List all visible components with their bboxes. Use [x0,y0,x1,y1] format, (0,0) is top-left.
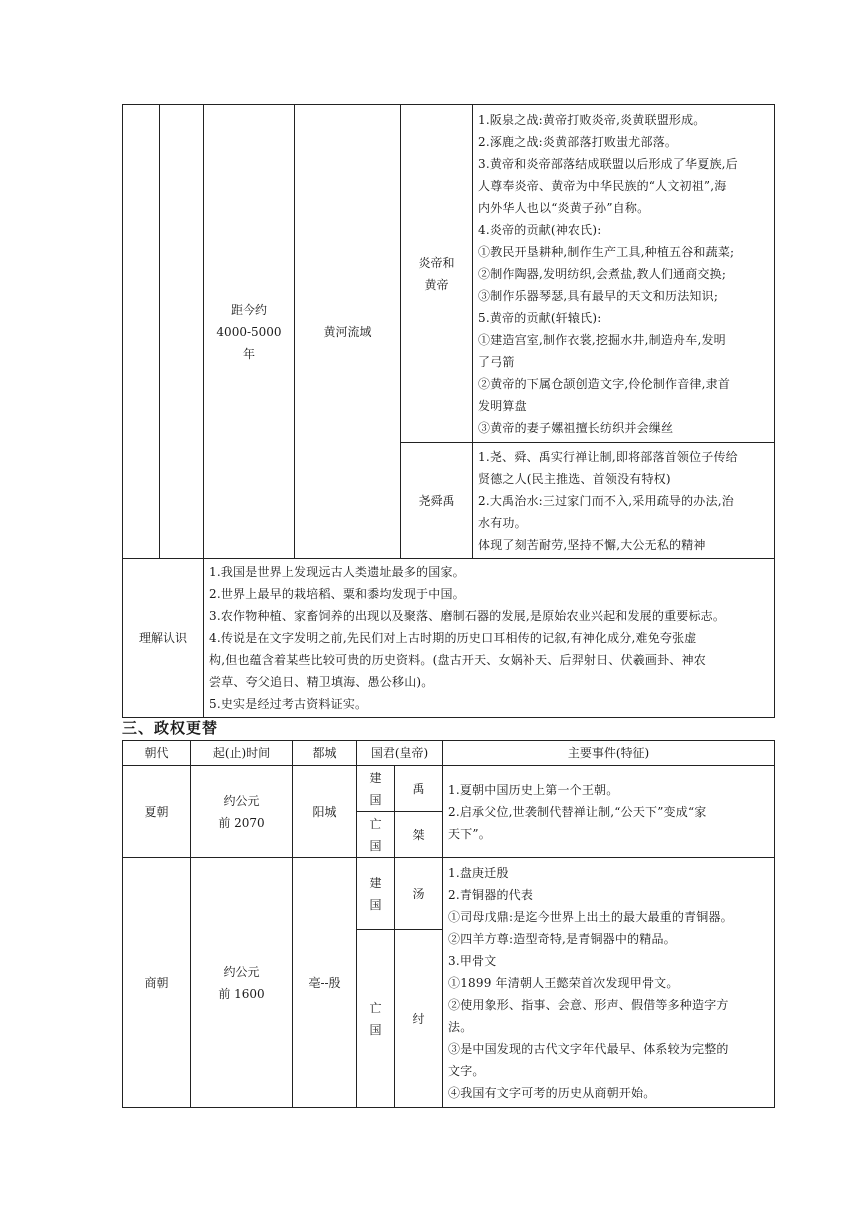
event-line: 2.青铜器的代表 [448,887,534,902]
detail-line: 人尊奉炎帝、黄帝为中华民族的“人文初祖”,海 [478,178,727,193]
detail-line: 5.黄帝的贡献(轩辕氏): [478,310,602,325]
figure-details [473,105,775,443]
understanding-table [122,558,775,718]
figure-cell: 炎帝和 黄帝 [401,105,473,443]
header-capital: 都城 [293,741,357,766]
understanding-line: 5.史实是经过考古资料证实。 [209,697,368,711]
header-events: 主要事件(特征) [443,741,775,766]
dynasty-name: 夏朝 [123,766,191,858]
detail-line: 水有功。 [478,515,527,530]
event-line: 3.甲骨文 [448,953,497,968]
dynasty-time: 约公元 前 1600 [191,858,293,1108]
detail-line: 4.炎帝的贡献(神农氏): [478,222,602,237]
ruler-status: 亡 国 [357,812,395,858]
understanding-line: 4.传说是在文字发明之前,先民们对上古时期的历史口耳相传的记叙,有神化成分,难免夸张虚 [209,631,697,645]
dynasty-time: 约公元 前 2070 [191,766,293,858]
dynasty-events [443,858,775,1108]
event-line: 文字。 [448,1063,485,1078]
ruler-name: 禹 [395,766,443,812]
understanding-line: 尝草、夸父追日、精卫填海、愚公移山)。 [209,675,434,689]
figure-details [473,443,775,559]
ruler-status: 亡 国 [357,930,395,1108]
header-time: 起(止)时间 [191,741,293,766]
event-line: 1.夏朝中国历史上第一个王朝。 [448,782,619,797]
understanding-content [204,559,775,718]
detail-line: ②制作陶器,发明纺织,会煮盐,教人们通商交换; [478,266,727,281]
detail-line: ①教民开垦耕种,制作生产工具,种植五谷和蔬菜; [478,244,735,259]
event-line: 法。 [448,1019,473,1034]
detail-line: 体现了刻苦耐劳,坚持不懈,大公无私的精神 [478,537,706,552]
period-cell: 距今约 4000-5000 年 [204,105,295,559]
region-cell: 黄河流域 [295,105,401,559]
detail-line: 2.大禹治水:三过家门而不入,采用疏导的办法,治 [478,493,734,508]
ruler-status: 建 国 [357,858,395,930]
dynasty-table [122,740,775,1108]
empty-cell [160,105,204,559]
detail-line: ③制作乐器琴瑟,具有最早的天文和历法知识; [478,288,719,303]
ruler-name: 桀 [395,812,443,858]
event-line: ①1899 年清朝人王懿荣首次发现甲骨文。 [448,975,679,990]
dynasty-name: 商朝 [123,858,191,1108]
understanding-line: 3.农作物种植、家畜饲养的出现以及聚落、磨制石器的发展,是原始农业兴起和发展的重要标志。 [209,609,726,623]
detail-line: 1.尧、舜、禹实行禅让制,即将部落首领位子传给 [478,449,738,464]
ruler-status: 建 国 [357,766,395,812]
figure-cell: 尧舜禹 [401,443,473,559]
detail-line: ②黄帝的下属仓颉创造文字,伶伦制作音律,隶首 [478,376,731,391]
event-line: ③是中国发现的古代文字年代最早、体系较为完整的 [448,1041,729,1056]
detail-line: 3.黄帝和炎帝部落结成联盟以后形成了华夏族,后 [478,156,738,171]
ruler-name: 汤 [395,858,443,930]
empty-cell [123,105,160,559]
dynasty-capital: 亳--殷 [293,858,357,1108]
understanding-line: 构,但也蕴含着某些比较可贵的历史资料。(盘古开天、女娲补天、后羿射日、伏羲画卦、神农 [209,653,706,667]
header-dynasty: 朝代 [123,741,191,766]
event-line: ②四羊方尊:造型奇特,是青铜器中的精品。 [448,931,676,946]
dynasty-events [443,766,775,858]
detail-line: 2.涿鹿之战:炎黄部落打败蚩尤部落。 [478,134,678,149]
understanding-line: 2.世界上最早的栽培稻、粟和黍均发现于中国。 [209,587,465,601]
event-line: 天下”。 [448,826,491,841]
event-line: ②使用象形、指事、会意、形声、假借等多种造字方 [448,997,729,1012]
detail-line: 发明算盘 [478,398,527,413]
understanding-label: 理解认识 [123,559,204,718]
understanding-line: 1.我国是世界上发现远古人类遗址最多的国家。 [209,565,465,579]
detail-line: ①建造宫室,制作衣裳,挖掘水井,制造舟车,发明 [478,332,726,347]
detail-line: ③黄帝的妻子嫘祖擅长纺织并会缫丝 [478,420,674,435]
ruler-name: 纣 [395,930,443,1108]
detail-line: 1.阪泉之战:黄帝打败炎帝,炎黄联盟形成。 [478,112,706,127]
event-line: 2.启承父位,世袭制代替禅让制,“公天下”变成“家 [448,804,707,819]
event-line: ①司母戊鼎:是迄今世界上出土的最大最重的青铜器。 [448,909,733,924]
event-line: 1.盘庚迁殷 [448,865,509,880]
event-line: ④我国有文字可考的历史从商朝开始。 [448,1085,656,1100]
detail-line: 贤德之人(民主推选、首领没有特权) [478,471,671,486]
dynasty-capital: 阳城 [293,766,357,858]
prehistory-table [122,104,775,559]
header-ruler: 国君(皇帝) [357,741,443,766]
detail-line: 了弓箭 [478,354,515,369]
section-title: 三、政权更替 [122,719,219,737]
detail-line: 内外华人也以“炎黄子孙”自称。 [478,200,650,215]
